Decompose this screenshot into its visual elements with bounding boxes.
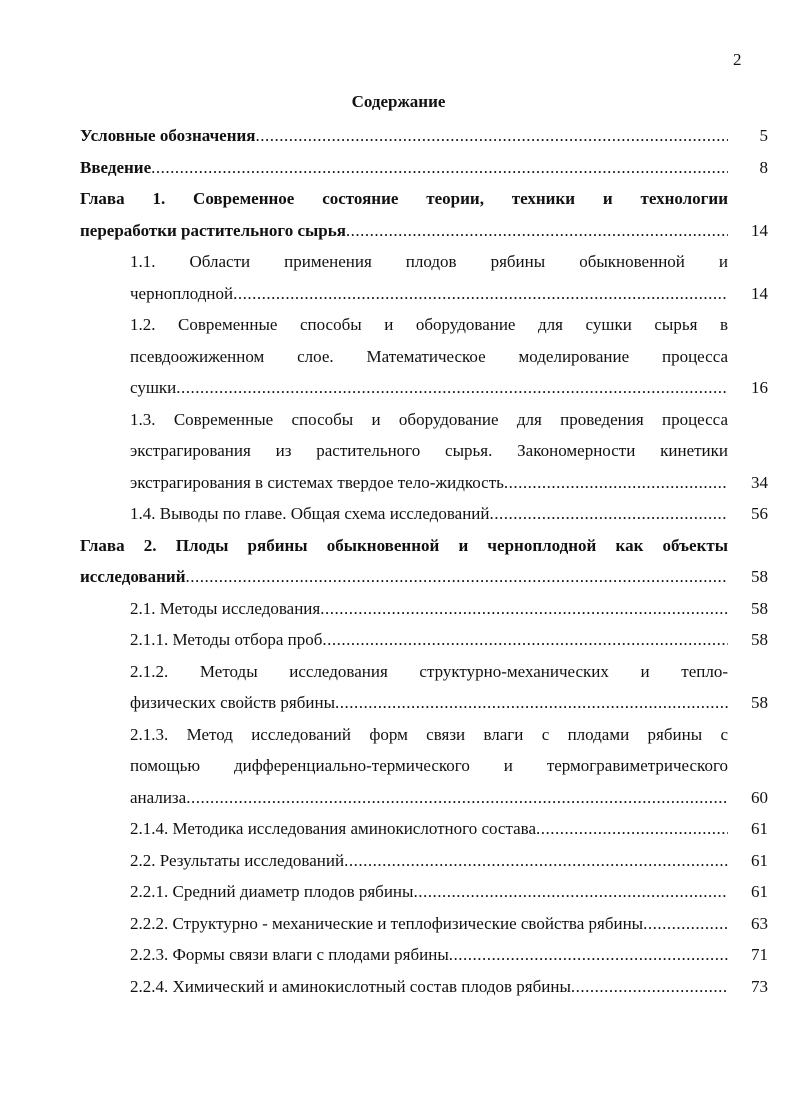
toc-entry-introduction bbox=[80, 152, 768, 184]
toc-page-number: 73 bbox=[751, 976, 768, 996]
toc-page-number: 61 bbox=[751, 882, 768, 901]
toc-entry-text: черноплодной bbox=[130, 283, 234, 303]
leader-dots bbox=[571, 971, 728, 1003]
toc-page-number: 58 bbox=[751, 693, 768, 712]
leader-dots bbox=[176, 372, 728, 404]
leader-dots bbox=[186, 561, 729, 593]
toc-page-number: 58 bbox=[751, 567, 768, 586]
toc-entry-text: Введение bbox=[80, 157, 152, 177]
leader-dots bbox=[335, 687, 728, 719]
toc-entry-2-2-3 bbox=[130, 939, 768, 971]
leader-dots bbox=[320, 593, 728, 625]
leader-dots bbox=[536, 813, 728, 845]
leader-dots bbox=[344, 845, 728, 877]
toc-page-number: 61 bbox=[751, 850, 768, 870]
toc-entry-text: 2.2.1. Средний диаметр плодов рябины bbox=[130, 882, 414, 901]
toc-page-number: 14 bbox=[751, 220, 768, 240]
toc-entry-line: 2.1.3. Метод исследований форм связи влаги с плодами рябины с bbox=[130, 724, 728, 744]
leader-dots bbox=[256, 120, 729, 152]
leader-dots bbox=[504, 467, 728, 499]
leader-dots bbox=[449, 939, 728, 971]
toc-entry-text: физических свойств рябины bbox=[130, 693, 335, 712]
toc-entry-text: 2.1.1. Методы отбора проб bbox=[130, 630, 323, 649]
toc-page-number: 58 bbox=[751, 630, 768, 649]
toc-entry-line: Глава 1. Современное состояние теории, техники и технологии bbox=[80, 189, 728, 208]
toc-entry-1-3 bbox=[130, 404, 768, 499]
leader-dots bbox=[490, 498, 728, 530]
toc-entry-1-1 bbox=[130, 246, 768, 309]
leader-dots bbox=[643, 908, 728, 940]
toc-entry-2-2 bbox=[130, 845, 768, 877]
toc-entry-symbols bbox=[80, 120, 768, 152]
toc-entry-2-1-2 bbox=[130, 656, 768, 719]
leader-dots bbox=[413, 876, 728, 908]
toc-entry-line: псевдоожиженном слое. Математическое моделирование процесса bbox=[130, 346, 728, 366]
toc-entry-line: помощью дифференциально-термического и термогравиметрического bbox=[130, 756, 728, 775]
toc-entry-line: 1.3. Современные способы и оборудование для проведения процесса bbox=[130, 409, 728, 429]
toc-entry-text: 2.2.2. Структурно - механические и теплофизические свойства рябины bbox=[130, 913, 644, 933]
toc-page-number: 14 bbox=[751, 283, 768, 303]
toc-entry-text: 2.1. Методы исследования bbox=[130, 598, 321, 618]
toc-entry-2-1-4 bbox=[130, 813, 768, 845]
toc-entry-2-1 bbox=[130, 593, 768, 625]
page-number: 2 bbox=[733, 50, 742, 69]
toc-page-number: 58 bbox=[751, 598, 768, 618]
toc-entry-line: 1.1. Области применения плодов рябины обыкновенной и bbox=[130, 252, 728, 271]
toc-page-number: 56 bbox=[751, 504, 768, 523]
toc-page-number: 16 bbox=[751, 378, 768, 397]
toc-entry-text: исследований bbox=[80, 567, 186, 586]
toc-entry-line: 1.2. Современные способы и оборудование для сушки сырья в bbox=[130, 315, 728, 334]
toc-page-number: 71 bbox=[751, 945, 768, 964]
toc-page-number: 5 bbox=[759, 126, 768, 145]
toc-entry-line: 2.1.2. Методы исследования структурно-механических и тепло- bbox=[130, 661, 728, 681]
toc-entry-line: экстрагирования из растительного сырья. Закономерности кинетики bbox=[130, 441, 728, 460]
toc-entry-2-2-2 bbox=[130, 908, 768, 940]
page-title: Содержание bbox=[351, 92, 446, 111]
table-of-contents bbox=[80, 120, 768, 1002]
toc-entry-1-4 bbox=[130, 498, 768, 530]
toc-entry-2-2-4 bbox=[130, 971, 768, 1003]
toc-entry-text: 1.4. Выводы по главе. Общая схема исследований bbox=[130, 504, 490, 523]
toc-entry-1-2 bbox=[130, 309, 768, 404]
leader-dots bbox=[322, 624, 728, 656]
toc-entry-text: переработки растительного сырья bbox=[80, 220, 346, 240]
toc-entry-text: 2.2. Результаты исследований bbox=[130, 850, 345, 870]
toc-entry-text: 2.1.4. Методика исследования аминокислотного состава bbox=[130, 819, 536, 838]
leader-dots bbox=[151, 152, 728, 184]
toc-page-number: 34 bbox=[751, 472, 768, 492]
toc-entry-2-1-1 bbox=[130, 624, 768, 656]
toc-entry-text: сушки bbox=[130, 378, 177, 397]
toc-entry-2-1-3 bbox=[130, 719, 768, 814]
leader-dots bbox=[233, 278, 728, 310]
toc-page-number: 61 bbox=[751, 819, 768, 838]
toc-page-number: 63 bbox=[751, 913, 768, 933]
toc-entry-line: Глава 2. Плоды рябины обыкновенной и черноплодной как объекты bbox=[80, 535, 728, 555]
toc-entry-2-2-1 bbox=[130, 876, 768, 908]
toc-entry-chapter-2 bbox=[80, 530, 768, 593]
leader-dots bbox=[186, 782, 728, 814]
toc-page-number: 60 bbox=[751, 787, 768, 807]
toc-entry-text: 2.2.4. Химический и аминокислотный состав плодов рябины bbox=[130, 976, 571, 996]
toc-entry-text: Условные обозначения bbox=[80, 126, 256, 145]
toc-entry-text: анализа bbox=[130, 787, 187, 807]
toc-entry-chapter-1 bbox=[80, 183, 768, 246]
leader-dots bbox=[346, 215, 728, 247]
toc-entry-text: 2.2.3. Формы связи влаги с плодами рябины bbox=[130, 945, 449, 964]
toc-entry-text: экстрагирования в системах твердое тело-жидкость bbox=[130, 472, 504, 492]
toc-page-number: 8 bbox=[759, 157, 768, 177]
